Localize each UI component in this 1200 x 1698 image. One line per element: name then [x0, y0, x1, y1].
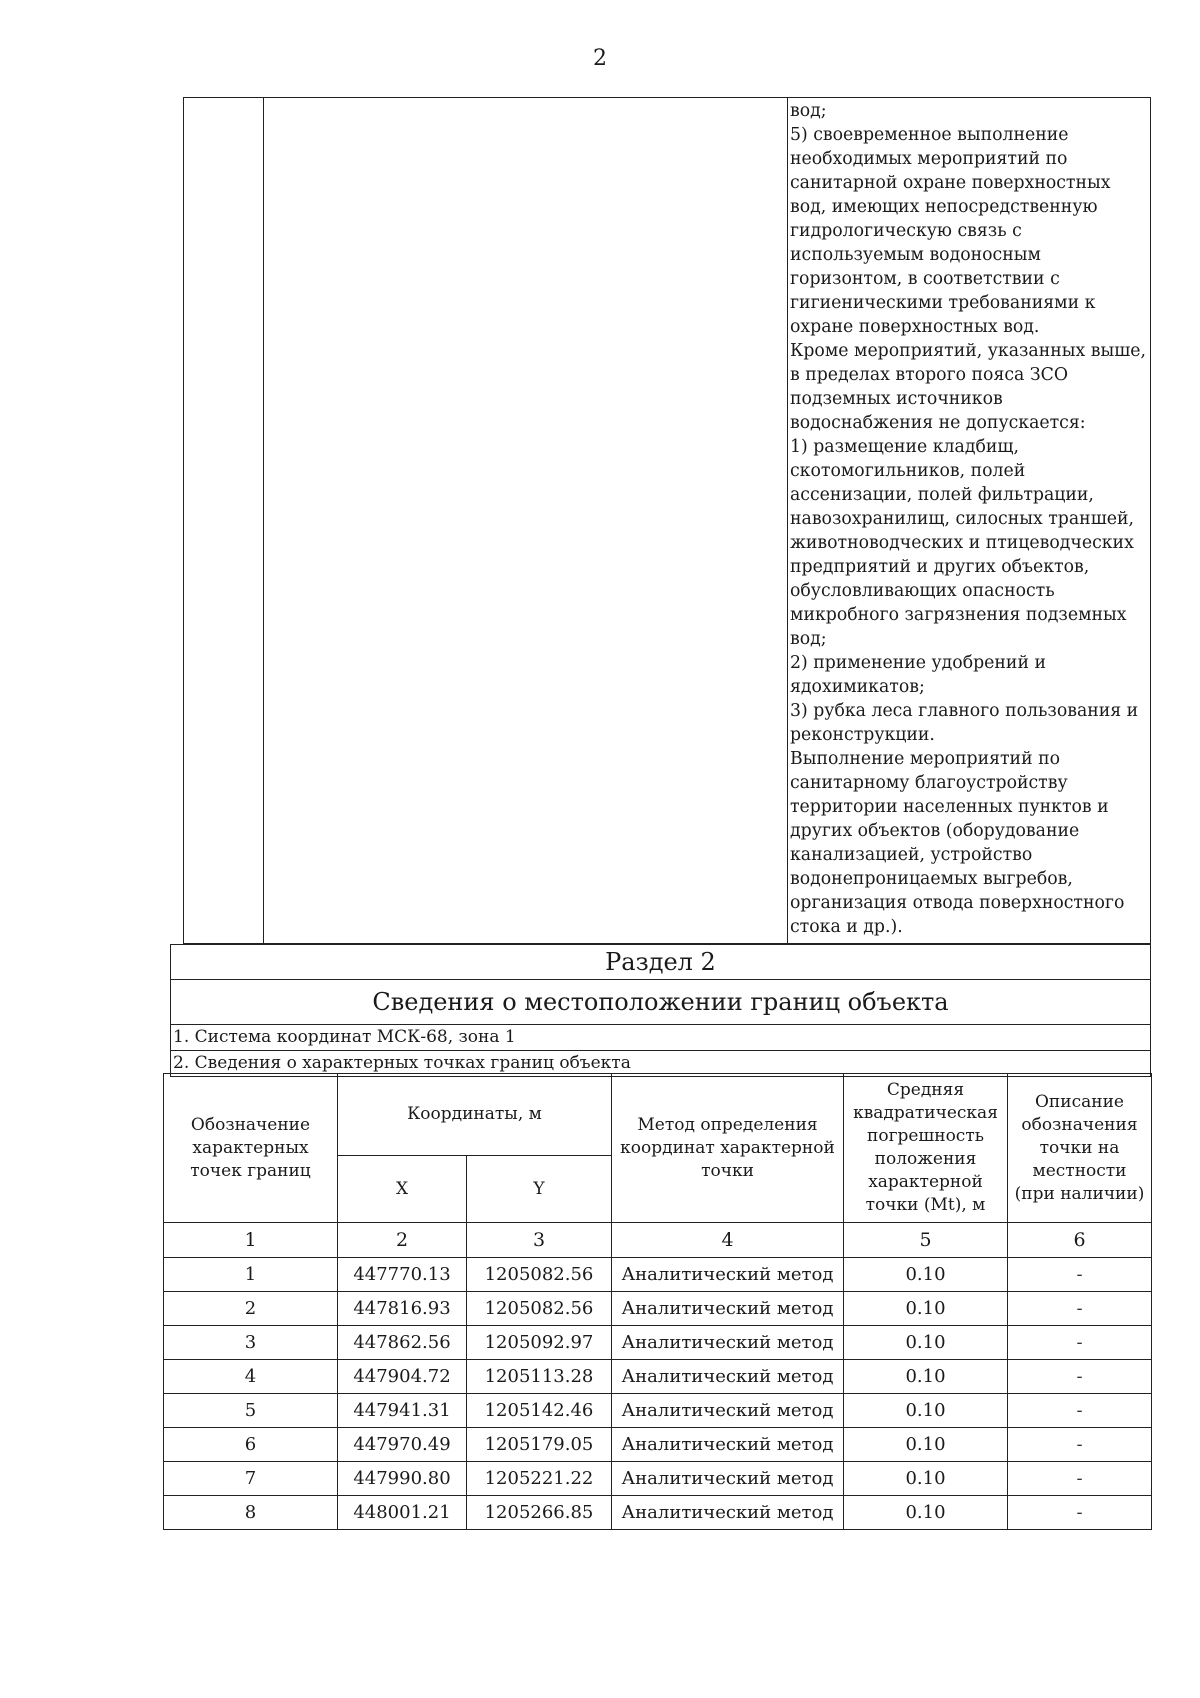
error-cell: 0.10 [844, 1496, 1008, 1530]
x-coordinate-cell: 447862.56 [338, 1326, 467, 1360]
x-coordinate-cell: 447816.93 [338, 1292, 467, 1326]
x-coordinate-cell: 447770.13 [338, 1258, 467, 1292]
x-coordinate-cell: 447941.31 [338, 1394, 467, 1428]
requirement-line: реконструкции. [790, 725, 935, 745]
method-cell: Аналитический метод [612, 1360, 844, 1394]
y-coordinate-cell: 1205082.56 [467, 1292, 612, 1326]
requirement-line: других объектов (оборудование [790, 821, 1080, 841]
requirement-line: гигиеническими требованиями к [790, 293, 1096, 313]
requirement-line: вод; [790, 629, 827, 649]
y-coordinate-cell: 1205221.22 [467, 1462, 612, 1496]
point-number-cell: 2 [164, 1292, 338, 1326]
requirement-line: 3) рубка леса главного пользования и [790, 701, 1139, 721]
requirement-line: 5) своевременное выполнение [790, 125, 1069, 145]
requirement-line: навозохранилищ, силосных траншей, [790, 509, 1134, 529]
requirement-line: подземных источников [790, 389, 1003, 409]
error-cell: 0.10 [844, 1462, 1008, 1496]
header-coordinates: Координаты, м [338, 1074, 612, 1156]
requirement-line: Кроме мероприятий, указанных выше, [790, 341, 1147, 361]
error-cell: 0.10 [844, 1360, 1008, 1394]
requirement-line: канализацией, устройство [790, 845, 1033, 865]
description-cell: - [1008, 1428, 1152, 1462]
requirement-line: в пределах второго пояса ЗСО [790, 365, 1068, 385]
requirement-line: скотомогильников, полей [790, 461, 1026, 481]
requirement-line: санитарному благоустройству [790, 773, 1068, 793]
requirement-line: микробного загрязнения подземных [790, 605, 1127, 625]
x-coordinate-cell: 447970.49 [338, 1428, 467, 1462]
column-number: 1 [164, 1223, 338, 1258]
point-number-cell: 3 [164, 1326, 338, 1360]
requirement-line: стока и др.). [790, 917, 903, 937]
error-cell: 0.10 [844, 1292, 1008, 1326]
column-number: 3 [467, 1223, 612, 1258]
error-cell: 0.10 [844, 1258, 1008, 1292]
point-number-cell: 7 [164, 1462, 338, 1496]
method-cell: Аналитический метод [612, 1292, 844, 1326]
requirements-col-number [184, 98, 264, 943]
requirement-line: 2) применение удобрений и [790, 653, 1046, 673]
table-row [164, 1428, 1152, 1462]
description-cell: - [1008, 1394, 1152, 1428]
y-coordinate-cell: 1205266.85 [467, 1496, 612, 1530]
description-cell: - [1008, 1258, 1152, 1292]
method-cell: Аналитический метод [612, 1258, 844, 1292]
section-subtitle: Сведения о местоположении границ объекта [171, 980, 1150, 1025]
header-method: Метод определения координат характерной точки [612, 1074, 844, 1223]
requirements-text [788, 98, 1150, 943]
table-row [164, 1258, 1152, 1292]
point-number-cell: 6 [164, 1428, 338, 1462]
requirement-line: животноводческих и птицеводческих [790, 533, 1134, 553]
section-2-header [170, 944, 1151, 1077]
error-cell: 0.10 [844, 1394, 1008, 1428]
requirement-line: охране поверхностных вод. [790, 317, 1040, 337]
requirement-line: водоснабжения не допускается: [790, 413, 1086, 433]
point-number-cell: 8 [164, 1496, 338, 1530]
table-row [164, 1292, 1152, 1326]
points-table [163, 1073, 1152, 1530]
page-number: 2 [593, 46, 607, 71]
header-x: X [338, 1156, 467, 1223]
requirement-line: гидрологическую связь с [790, 221, 1022, 241]
requirement-line: обусловливающих опасность [790, 581, 1055, 601]
requirement-line: вод; [790, 101, 827, 121]
description-cell: - [1008, 1326, 1152, 1360]
description-cell: - [1008, 1462, 1152, 1496]
table-row [164, 1326, 1152, 1360]
requirement-line: горизонтом, в соответствии с [790, 269, 1060, 289]
header-y: Y [467, 1156, 612, 1223]
requirement-line: необходимых мероприятий по [790, 149, 1068, 169]
requirement-line: 1) размещение кладбищ, [790, 437, 1019, 457]
section-title: Раздел 2 [171, 945, 1150, 980]
coordinate-system-line: 1. Система координат МСК-68, зона 1 [171, 1025, 1150, 1051]
header-designation: Обозначение характерных точек границ [164, 1074, 338, 1223]
requirement-line: организация отвода поверхностного [790, 893, 1125, 913]
error-cell: 0.10 [844, 1428, 1008, 1462]
y-coordinate-cell: 1205082.56 [467, 1258, 612, 1292]
description-cell: - [1008, 1496, 1152, 1530]
requirements-table [183, 97, 1151, 944]
column-number-row [164, 1223, 1152, 1258]
requirement-line: Выполнение мероприятий по [790, 749, 1061, 769]
requirement-line: санитарной охране поверхностных [790, 173, 1111, 193]
point-number-cell: 1 [164, 1258, 338, 1292]
method-cell: Аналитический метод [612, 1428, 844, 1462]
column-number: 4 [612, 1223, 844, 1258]
description-cell: - [1008, 1292, 1152, 1326]
header-error: Средняя квадратическая погрешность положения характерной точки (Mt), м [844, 1074, 1008, 1223]
point-number-cell: 4 [164, 1360, 338, 1394]
x-coordinate-cell: 447904.72 [338, 1360, 467, 1394]
column-number: 2 [338, 1223, 467, 1258]
x-coordinate-cell: 447990.80 [338, 1462, 467, 1496]
method-cell: Аналитический метод [612, 1496, 844, 1530]
column-number: 6 [1008, 1223, 1152, 1258]
point-number-cell: 5 [164, 1394, 338, 1428]
requirement-line: территории населенных пунктов и [790, 797, 1109, 817]
method-cell: Аналитический метод [612, 1326, 844, 1360]
x-coordinate-cell: 448001.21 [338, 1496, 467, 1530]
requirement-line: ядохимикатов; [790, 677, 925, 697]
method-cell: Аналитический метод [612, 1394, 844, 1428]
requirement-line: вод, имеющих непосредственную [790, 197, 1098, 217]
table-row [164, 1496, 1152, 1530]
header-description: Описание обозначения точки на местности (при наличии) [1008, 1074, 1152, 1223]
table-row [164, 1360, 1152, 1394]
method-cell: Аналитический метод [612, 1462, 844, 1496]
y-coordinate-cell: 1205142.46 [467, 1394, 612, 1428]
y-coordinate-cell: 1205179.05 [467, 1428, 612, 1462]
table-row [164, 1462, 1152, 1496]
requirement-line: используемым водоносным [790, 245, 1041, 265]
column-number: 5 [844, 1223, 1008, 1258]
points-heading-line: 2. Сведения о характерных точках границ объекта [171, 1051, 1150, 1077]
y-coordinate-cell: 1205113.28 [467, 1360, 612, 1394]
table-row [164, 1394, 1152, 1428]
requirements-col-name [264, 98, 788, 943]
requirement-line: предприятий и других объектов, [790, 557, 1090, 577]
requirement-line: водонепроницаемых выгребов, [790, 869, 1073, 889]
y-coordinate-cell: 1205092.97 [467, 1326, 612, 1360]
requirement-line: ассенизации, полей фильтрации, [790, 485, 1094, 505]
error-cell: 0.10 [844, 1326, 1008, 1360]
description-cell: - [1008, 1360, 1152, 1394]
